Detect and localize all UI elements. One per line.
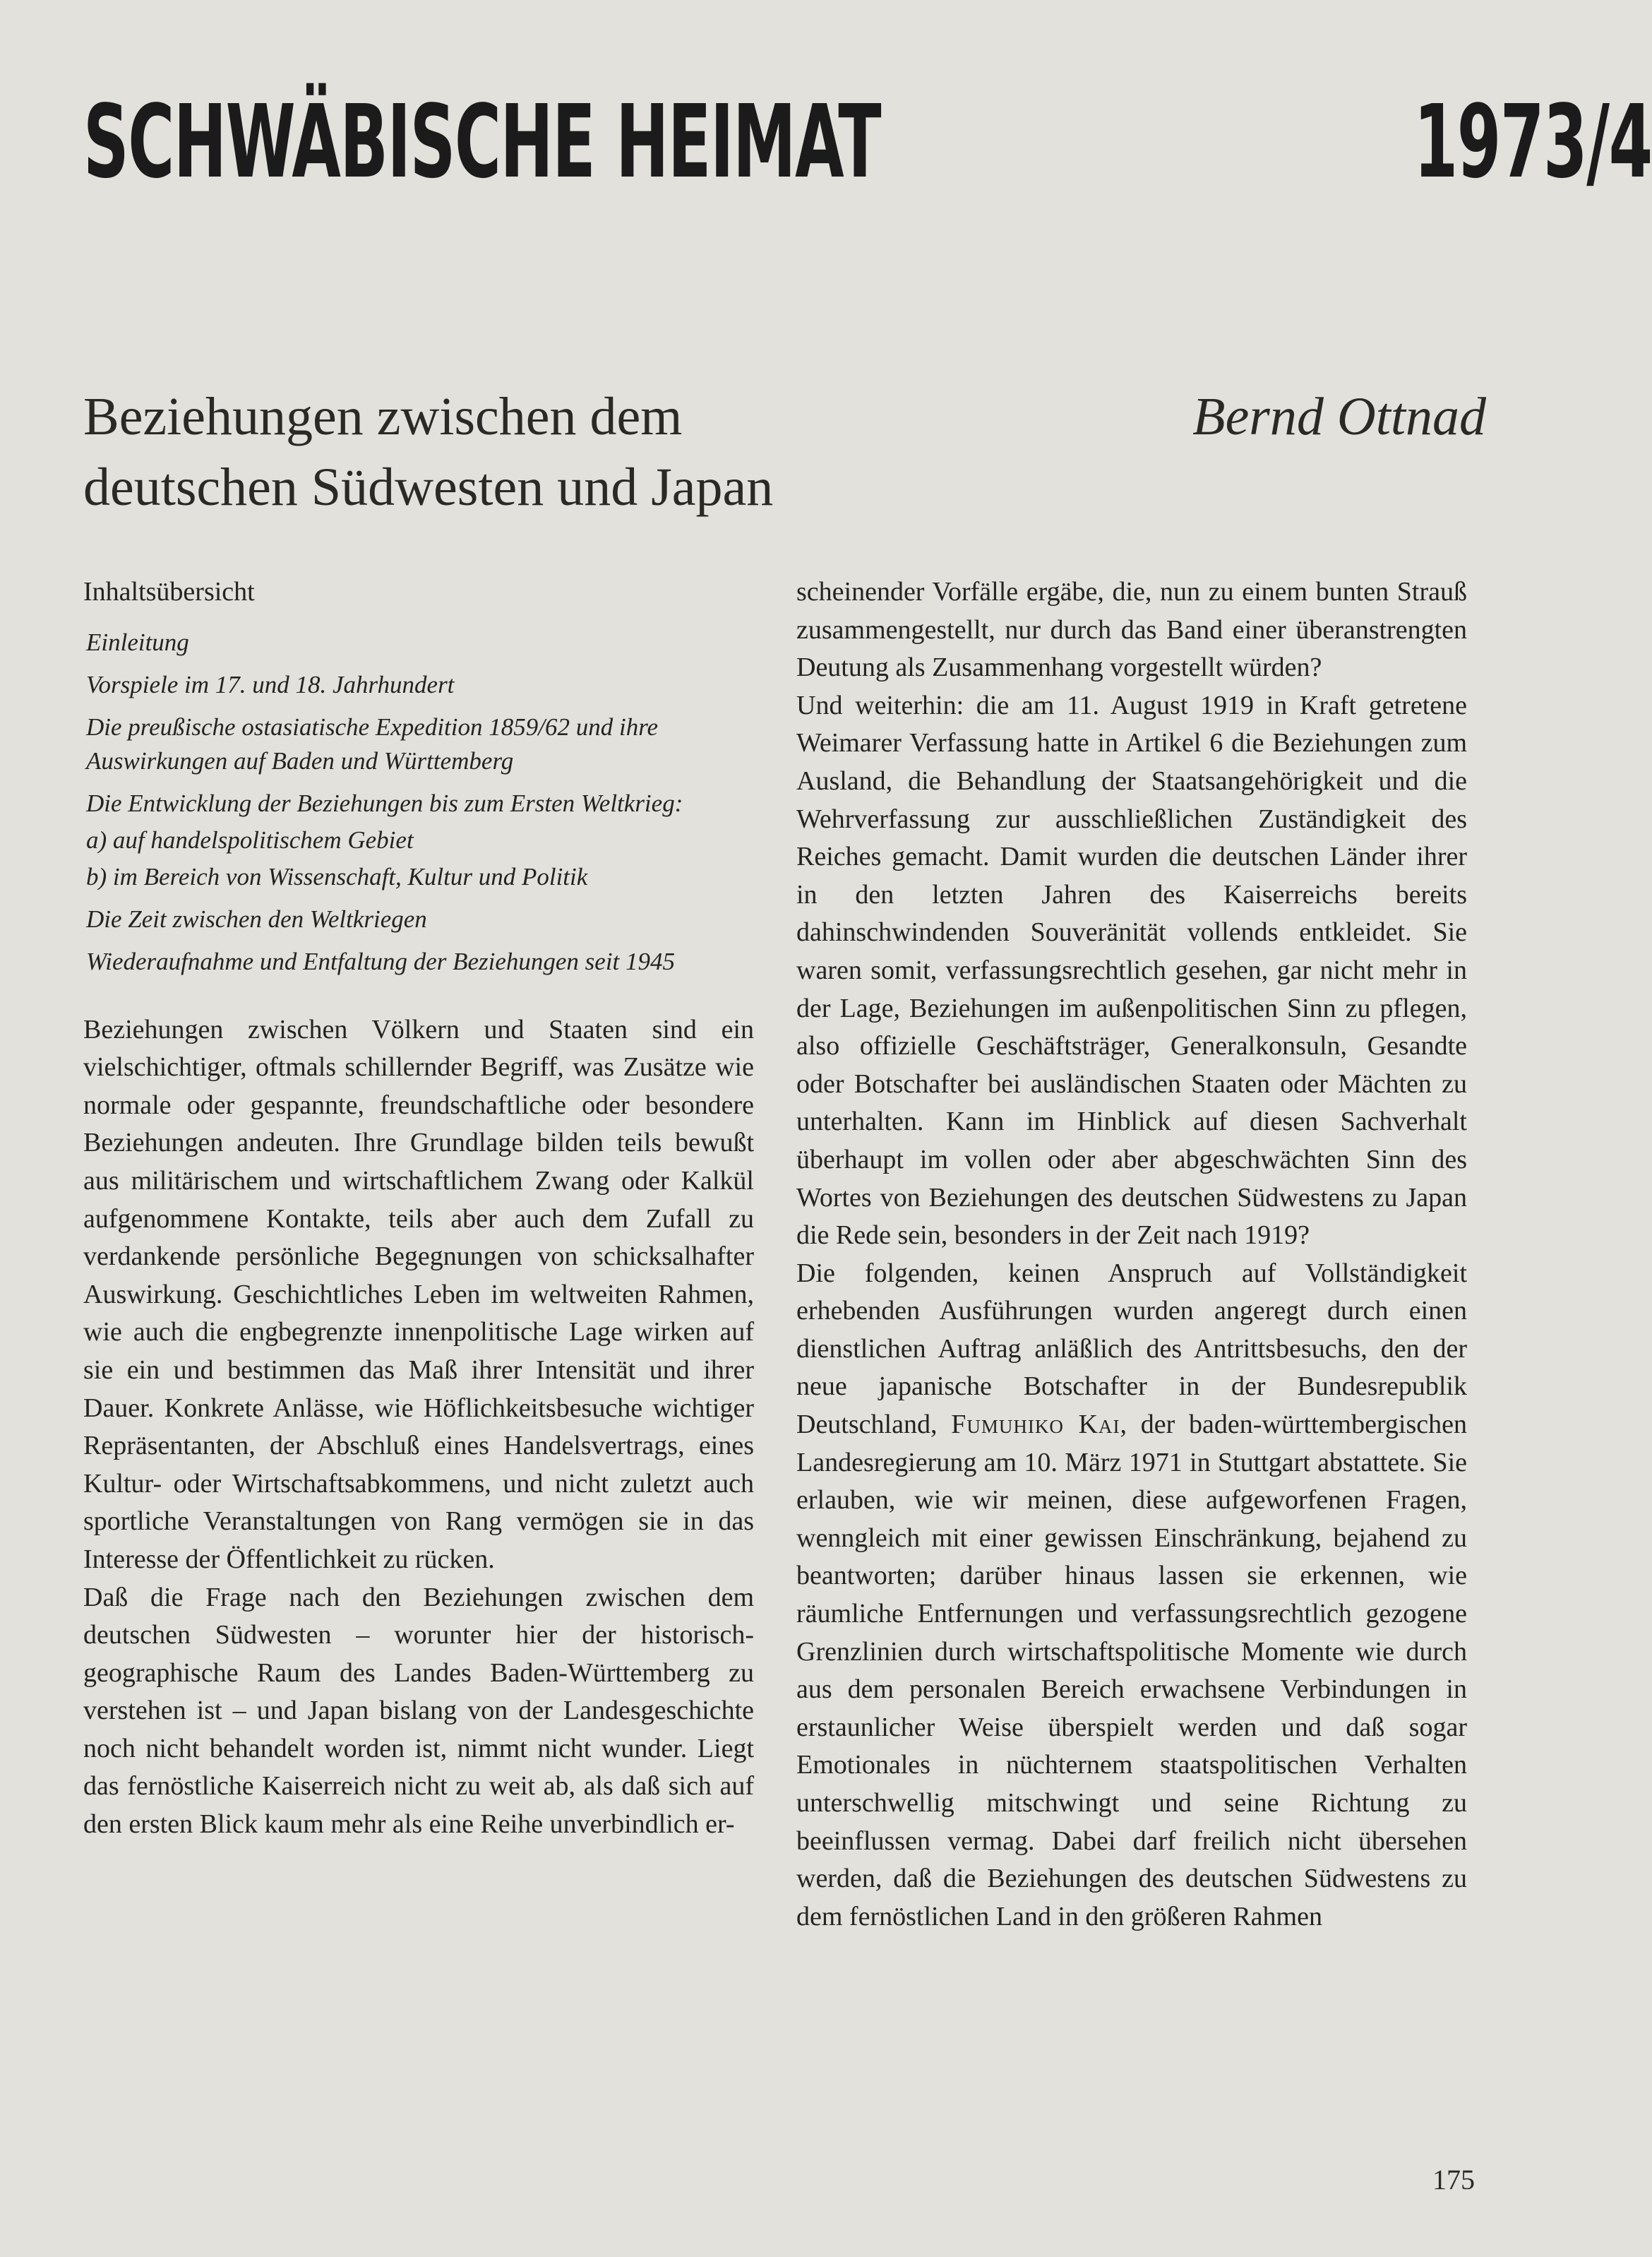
- article-title-line-1: Beziehungen zwischen dem: [83, 387, 683, 446]
- issue-number: 1973/4: [1413, 83, 1652, 201]
- body-paragraph: Beziehungen zwischen Völkern und Staaten sind ein vielschichtiger, oftmals schillernder Begriff, was Zusätze wie normale oder gespannte, freundschaftliche oder besondere Beziehungen andeuten. Ihre Grundlage bilden teils bewußt aus militärischem und wirtschaftlichem Zwang oder Kalkül aufgenommene Kontakte, teils aber auch dem Zufall zu verdankende persönliche Begegnungen von schicksalhafter Auswirkung. Geschichtliches Leben im weltweiten Rahmen, wie auch die engbegrenzte innenpolitische Lage wirken auf sie ein und bestimmen das Maß ihrer Intensität und ihrer Dauer. Konkrete Anlässe, wie Höflichkeitsbesuche wichtiger Repräsentanten, der Abschluß eines Handelsvertrags, eines Kultur- oder Wirtschaftsabkommens, und nicht zuletzt auch sportliche Veranstaltungen von Rang vermögen sie in das Interesse der Öffentlichkeit zu rücken.: [83, 1014, 754, 1574]
- body-text: Die folgenden, keinen Anspruch auf Vollständigkeit erhebenden Ausführungen wurden angeregt durch einen dienstlichen Auftrag anläßlich des Antrittsbesuchs, den der neue japanische Botschafter in der Bundesrepublik Deutschland,: [796, 1258, 1467, 1440]
- toc-item: Die Entwicklung der Beziehungen bis zum Ersten Weltkrieg:: [86, 789, 683, 817]
- magazine-title: SCHWÄBISCHE HEIMAT: [83, 83, 881, 201]
- right-column: [796, 573, 1467, 1936]
- body-paragraph: Daß die Frage nach den Beziehungen zwischen dem deutschen Südwesten – worunter hier der historisch-geographische Raum des Landes Baden-Württemberg zu verstehen ist – und Japan bislang von der Landesgeschichte noch nicht behandelt worden ist, nimmt nicht wunder. Liegt das fernöstliche Kaiserreich nicht zu weit ab, als daß sich auf den ersten Blick kaum mehr als eine Reihe unverbindlich er-: [83, 1582, 754, 1840]
- toc-item: Die Zeit zwischen den Weltkriegen: [86, 905, 427, 933]
- article-author: Bernd Ottnad: [1192, 387, 1486, 446]
- toc-item: Vorspiele im 17. und 18. Jahrhundert: [86, 670, 455, 698]
- body-paragraph: Und weiterhin: die am 11. August 1919 in Kraft getretene Weimarer Verfassung hatte in Artikel 6 die Beziehungen zum Ausland, die Behandlung der Staatsangehörigkeit und die Wehrverfassung zur ausschließlichen Zuständigkeit des Reiches gemacht. Damit wurden die deutschen Länder ihrer in den letzten Jahren des Kaiserreichs bereits dahinschwindenden Souveränität vollends entkleidet. Sie waren somit, verfassungsrechtlich gesehen, gar nicht mehr in der Lage, Beziehungen im außenpolitischen Sinn zu pflegen, also offizielle Geschäftsträger, Generalkonsuln, Gesandte oder Botschafter bei ausländischen Staaten oder Mächten zu unterhalten. Kann im Hinblick auf diesen Sachverhalt überhaupt im vollen oder aber abgeschwächten Sinn des Wortes von Beziehungen des deutschen Südwestens zu Japan die Rede sein, besonders in der Zeit nach 1919?: [796, 690, 1467, 1251]
- body-text: , der baden-württembergischen Landesregierung am 10. März 1971 in Stuttgart abstattete. Sie erlauben, wie wir meinen, diese aufgeworfenen Fragen, wenngleich mit einer gewissen Einschränkung, bejahend zu beantworten; darüber hinaus lassen sie erkennen, wie räumliche Entfernungen und verfassungsrechtlich gezogene Grenzlinien durch wirtschaftspolitische Momente wie durch aus dem personalen Bereich erwachsene Verbindungen in erstaunlicher Weise überspielt werden und daß sogar Emotionales in nüchternem staatspolitischen Verhalten unterschwellig mitschwingt und seine Richtung zu beeinflussen vermag. Dabei darf freilich nicht übersehen werden, daß die Beziehungen des deutschen Südwestens zu dem fernöstlichen Land in den größeren Rahmen: [796, 1410, 1467, 1931]
- toc-item: Einleitung: [86, 628, 189, 656]
- toc-item: Die preußische ostasiatische Expedition 1859/62 und ihre Auswirkungen auf Baden und Württemberg: [86, 713, 659, 775]
- table-of-contents: [83, 573, 754, 979]
- toc-item: Wiederaufnahme und Entfaltung der Beziehungen seit 1945: [86, 947, 676, 975]
- toc-heading: Inhaltsübersicht: [83, 577, 255, 607]
- left-column: [83, 573, 754, 1844]
- ambassador-name: Fumuhiko Kai: [951, 1410, 1120, 1440]
- toc-item: b) im Bereich von Wissenschaft, Kultur und Politik: [86, 862, 588, 891]
- article-title-line-2: deutschen Südwesten und Japan: [83, 458, 774, 517]
- masthead: [83, 72, 1652, 206]
- page-number: 175: [1432, 2164, 1475, 2196]
- article-title: [83, 381, 1001, 523]
- body-paragraph: [796, 1255, 1467, 1936]
- body-paragraph: scheinender Vorfälle ergäbe, die, nun zu einem bunten Strauß zusammengestellt, nur durch das Band einer überanstrengten Deutung als Zusammenhang vorgestellt würden?: [796, 577, 1467, 683]
- toc-item: a) auf handelspolitischem Gebiet: [86, 826, 414, 854]
